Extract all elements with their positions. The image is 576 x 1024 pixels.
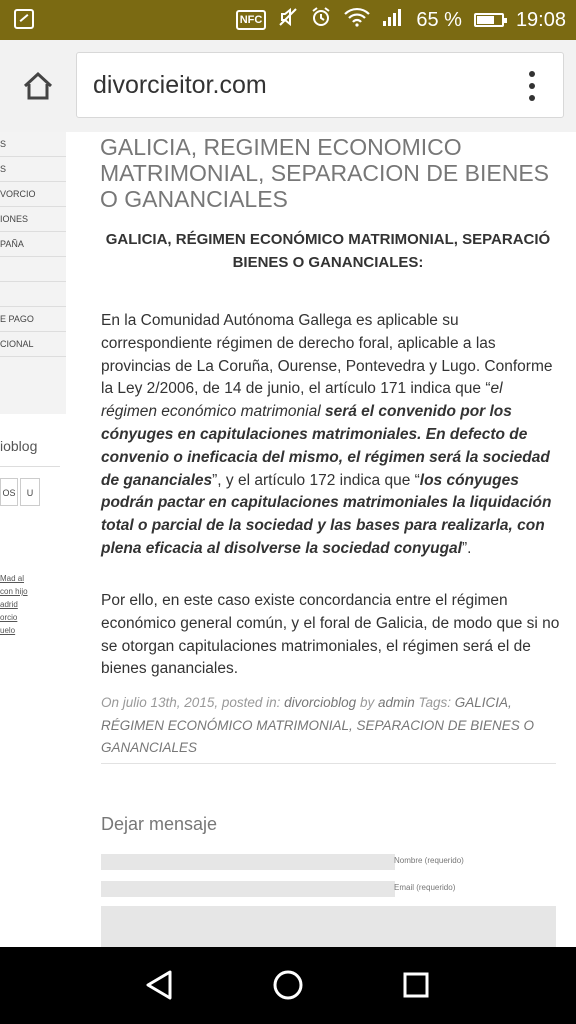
- quote-2: los cónyuges podrán pactar en capitulaciones matrimoniales la liquidación total o parcial de la sociedad y las bases para realizarla, con plena eficacia al disolverse la sociedad conyugal: [101, 471, 552, 557]
- article-title: GALICIA, REGIMEN ECONOMICO MATRIMONIAL, SEPARACION DE BIENES O GANANCIALES: [100, 134, 550, 212]
- sidebar-links: [0, 572, 28, 637]
- status-bar: [0, 0, 576, 40]
- comment-heading: Dejar mensaje: [101, 814, 218, 834]
- divider: [0, 466, 60, 467]
- home-icon[interactable]: [20, 68, 56, 104]
- divider: [101, 763, 556, 764]
- sidebar-item[interactable]: [0, 257, 66, 282]
- overflow-menu-icon[interactable]: [529, 71, 537, 101]
- category-link[interactable]: divorcioblog: [284, 695, 357, 710]
- sidebar-item[interactable]: IONES: [0, 207, 66, 232]
- alarm-icon: [310, 6, 332, 34]
- sidebar-item[interactable]: PAÑA: [0, 232, 66, 257]
- sidebar-blog-title: ioblog: [0, 438, 38, 454]
- quote-1a: el régimen económico matrimonial: [101, 380, 503, 421]
- sidebar-link[interactable]: adrid: [0, 600, 18, 609]
- signal-icon: [382, 7, 404, 33]
- article-paragraph: Por ello, en este caso existe concordancia entre el régimen económico general común, y el foral de Galicia, de modo que si no se otorgan capitulaciones matrimoniales, el régimen será el de bienes gananciales.: [101, 592, 560, 678]
- sidebar-link[interactable]: Mad al: [0, 574, 25, 583]
- meta-prefix: On julio 13th, 2015, posted in:: [101, 695, 285, 710]
- nfc-icon: NFC: [236, 10, 267, 30]
- article: [66, 132, 576, 947]
- tags-label: Tags:: [414, 695, 455, 710]
- author-link[interactable]: admin: [377, 695, 415, 710]
- sidebar-link[interactable]: uelo: [0, 626, 16, 635]
- address-bar[interactable]: [76, 52, 564, 118]
- sidebar-item[interactable]: CIONAL: [0, 332, 66, 357]
- sidebar-menu: [0, 132, 66, 414]
- gallery-icon: [14, 9, 34, 29]
- recents-icon[interactable]: [398, 967, 434, 1003]
- sidebar-tab[interactable]: U: [20, 478, 40, 506]
- sidebar-item[interactable]: S: [0, 157, 66, 182]
- quote-1b: será el convenido por los cónyuges en capitulaciones matrimoniales. En defecto de convenio o ineficacia del mismo, el régimen será la sociedad de gananciales: [101, 403, 550, 489]
- sidebar-item[interactable]: S: [0, 132, 66, 157]
- browser-toolbar: [0, 40, 576, 132]
- tags-link[interactable]: GALICIA, RÉGIMEN ECONÓMICO MATRIMONIAL, SEPARACION DE BIENES O GANANCIALES: [101, 695, 535, 755]
- post-meta: [101, 692, 561, 760]
- sidebar-item[interactable]: E PAGO: [0, 307, 66, 332]
- p1-intro: En la Comunidad Autónoma Gallega es aplicable su correspondiente régimen de derecho foral, aplicable a las provincias de La Coruña, Ourense, Pontevedra y Lugo. Conforme la Ley 2/2006, de 14 de junio, el artículo 171 indica que “: [101, 312, 553, 398]
- meta-by: by: [356, 695, 378, 710]
- article-subtitle: GALICIA, RÉGIMEN ECONÓMICO MATRIMONIAL, SEPARACIÓ BIENES O GANANCIALES:: [105, 231, 551, 271]
- status-icons: [236, 8, 566, 32]
- back-icon[interactable]: [142, 967, 178, 1003]
- sidebar: [0, 132, 66, 872]
- name-label: Nombre (requerido): [394, 856, 464, 865]
- clock: 19:08: [515, 8, 566, 31]
- sidebar-item[interactable]: [0, 282, 66, 307]
- email-label: Email (requerido): [394, 883, 456, 892]
- home-circle-icon[interactable]: [270, 967, 306, 1003]
- article-paragraph: [101, 310, 561, 561]
- email-field[interactable]: [101, 881, 395, 897]
- sidebar-item[interactable]: VORCIO: [0, 182, 66, 207]
- p1-mid: ”, y el artículo 172 indica que “: [212, 471, 420, 489]
- wifi-icon: [344, 7, 370, 33]
- message-textarea[interactable]: [101, 906, 556, 948]
- p1-end: ”.: [461, 539, 472, 557]
- sidebar-link[interactable]: con hijo: [0, 587, 28, 596]
- url-text[interactable]: divorcieitor.com: [93, 71, 267, 99]
- sidebar-tab[interactable]: OS: [0, 478, 18, 506]
- sidebar-link[interactable]: orcio: [0, 613, 18, 622]
- nav-bar: [0, 947, 576, 1024]
- mute-icon: [278, 7, 298, 33]
- battery-icon: [474, 13, 504, 27]
- name-field[interactable]: [101, 854, 395, 870]
- battery-percent: 65 %: [416, 8, 462, 31]
